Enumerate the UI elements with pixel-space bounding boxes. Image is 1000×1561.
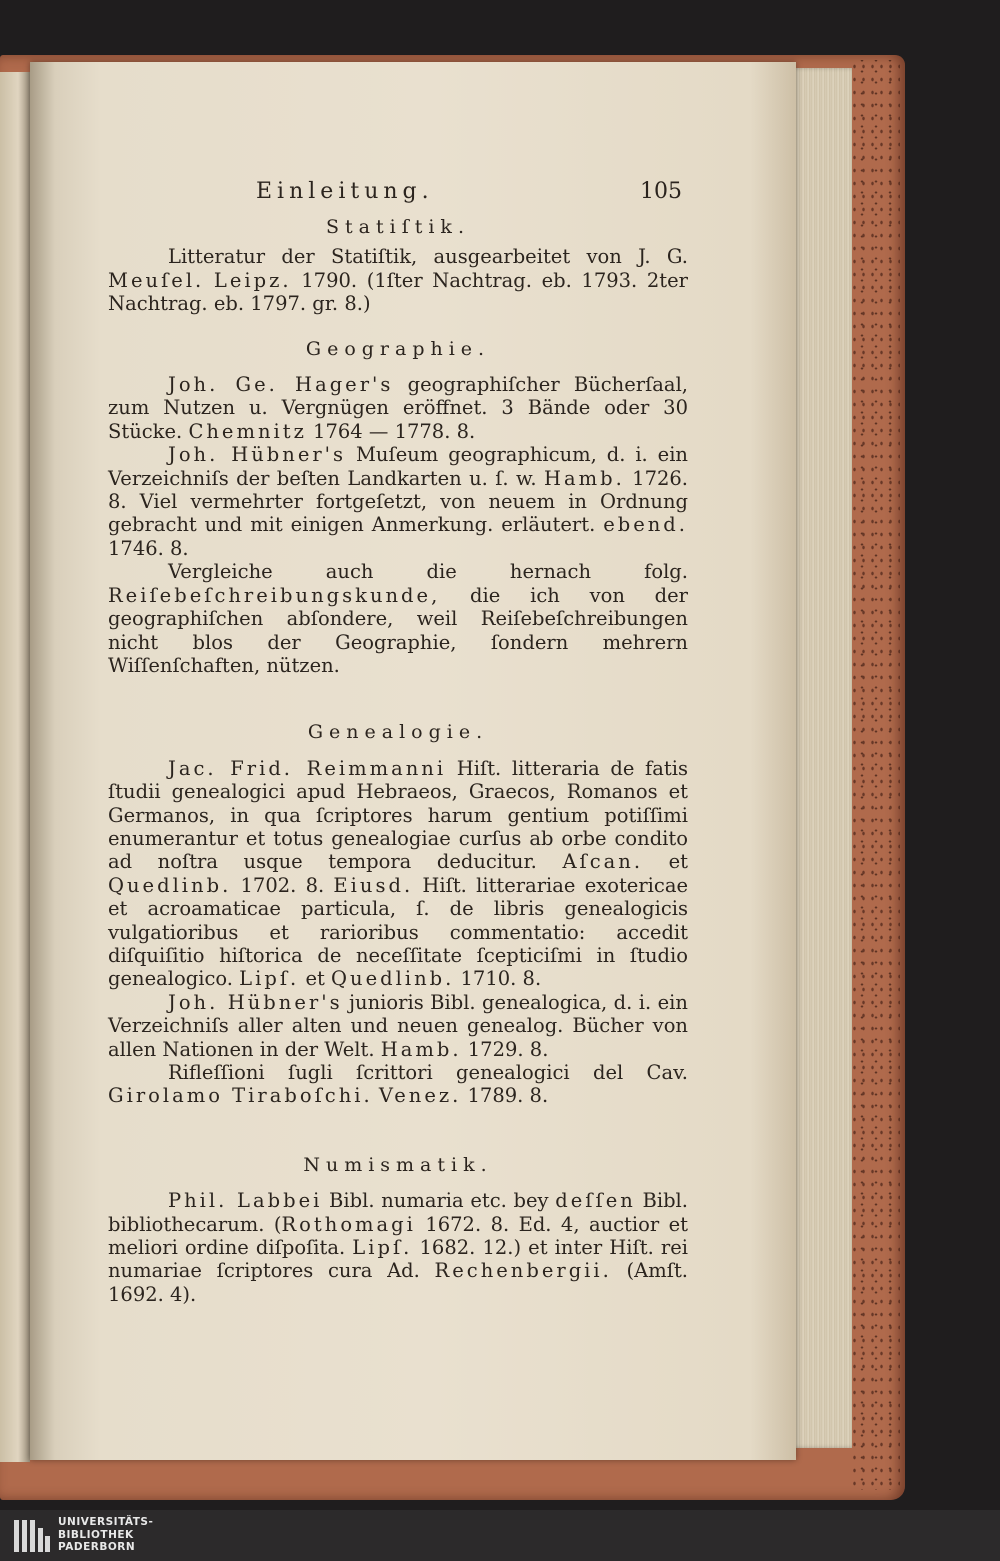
entry-text: geographiſcher Bücherſaal, zum Nutzen u. Vergnügen eröffnet. 3 Bände oder 30 Stücke. — [108, 373, 688, 443]
section-heading: Geographie. — [305, 337, 491, 360]
spaced-name: Joh. Hübner's — [168, 443, 347, 467]
bibliography-entry — [108, 560, 688, 677]
entry-text: Hiſt. litterariae exotericae et acroamaticae particula, ſ. de libris genealogicis vulgatioribus et rarioribus commentatio: accedit diſquiſitio hiſtorica de neceſſitate ſcepticiſmi in ſtudio genealogico. — [108, 873, 688, 991]
spaced-name: Leipz. — [213, 268, 292, 292]
bibliography-entry — [108, 245, 688, 315]
bibliography-entry — [108, 373, 688, 443]
entry-text: 1726. 8. Viel vermehrter fortgeſetzt, von neuem in Ordnung gebracht und mit einigen Anmerkung. erläutert. — [108, 466, 688, 537]
spaced-name: Hamb. — [380, 1037, 462, 1061]
entry-text: Litteratur der Statiſtik, ausgearbeitet von J. G. — [168, 245, 688, 269]
running-title: Einleitung. — [256, 179, 434, 204]
library-name-line: BIBLIOTHEK — [58, 1528, 134, 1541]
spaced-name: Jac. Frid. Reimmanni — [168, 756, 447, 780]
library-footer — [0, 1510, 1000, 1561]
library-name — [58, 1516, 153, 1554]
entry-text: 1746. 8. — [108, 536, 189, 560]
spaced-name: Rothomagi — [281, 1212, 416, 1236]
spaced-name: Reiſebeſchreibungskunde, — [108, 583, 441, 607]
spaced-name: Joh. Ge. Hager's — [168, 373, 394, 397]
spaced-name: Chemnitz — [188, 419, 307, 443]
library-name-line: PADERBORN — [58, 1541, 136, 1553]
bibliography-entry — [108, 991, 688, 1061]
entry-text — [204, 269, 214, 292]
bibliography-entry — [108, 757, 688, 991]
page-number: 105 — [640, 179, 682, 204]
entry-text: 1764 — 1778. 8. — [306, 419, 476, 443]
spaced-name: Venez. — [378, 1084, 462, 1108]
entry-text: et — [299, 967, 332, 991]
running-head — [108, 180, 688, 212]
entry-text: 1710. 8. — [454, 967, 542, 991]
spaced-name: Lipſ. — [352, 1236, 413, 1260]
spaced-name: Aſcan. — [562, 850, 644, 874]
library-logo-icon — [14, 1518, 50, 1554]
spaced-name: Meuſel. — [108, 268, 205, 292]
entry-text: 1789. 8. — [461, 1084, 549, 1108]
spaced-name: Phil. Labbei — [168, 1189, 323, 1213]
entry-text: Bibl. numaria etc. bey — [322, 1189, 556, 1213]
bibliography-entry — [108, 443, 688, 560]
library-name-line: UNIVERSITÄTS- — [58, 1516, 154, 1528]
entry-text: et — [643, 850, 688, 874]
spaced-name: Rechenbergii. — [434, 1259, 612, 1283]
spaced-name: Quedlinb. — [108, 873, 232, 897]
section-heading: Statiſtik. — [326, 216, 470, 238]
cover-texture — [850, 60, 900, 1490]
entry-text: Muſeum geographicum, d. i. ein Verzeichniſs der beſten Landkarten u. ſ. w. — [108, 443, 688, 490]
entry-text: 1672. 8. Ed. 4, auctior et meliori ordine diſpoſita. — [108, 1212, 688, 1260]
bibliography-entry — [108, 1189, 688, 1306]
page-text — [108, 180, 688, 1306]
previous-page-edge — [0, 72, 30, 1462]
entry-text: Rifleſſioni ſugli ſcrittori genealogici del Cav. — [168, 1061, 688, 1084]
entry-text: Hiſt. litteraria de fatis ſtudii genealogici apud Hebraeos, Graecos, Romanos et Germanos, in qua ſcriptores harum gentium potiſſimi enumerantur et totus genealogiae curſus ab orbe condito ad noſtra usque tempora deducitur. — [108, 756, 688, 874]
spaced-name: Hamb. — [543, 466, 625, 490]
entry-text: 1790. (1ſter Nachtrag. eb. 1793. 2ter Nachtrag. eb. 1797. gr. 8.) — [108, 268, 689, 316]
page-block-edge — [790, 68, 852, 1448]
entry-text: Bibl. bibliothecarum. ( — [108, 1189, 688, 1236]
spaced-name: Girolamo Tiraboſchi. — [108, 1084, 373, 1108]
entry-text: Vergleiche auch die hernach folg. — [168, 560, 688, 584]
entry-text: die ich von der geographiſchen abſondere, weil Reiſebeſchreibungen nicht blos der Geographie, ſondern mehrern Wiſſenſchaften, nützen. — [108, 583, 688, 677]
entry-text: (Amſt. 1692. 4). — [108, 1259, 688, 1306]
section-heading: Numismatik. — [303, 1153, 493, 1176]
entry-text: 1682. 12.) et inter Hiſt. rei numariae ſcriptores cura Ad. — [108, 1236, 688, 1283]
spaced-name: Quedlinb. — [331, 967, 455, 991]
section-heading: Genealogie. — [307, 721, 489, 744]
sections — [108, 216, 688, 1306]
spaced-name: deſſen — [555, 1189, 636, 1213]
spaced-name: Eiusd. — [333, 873, 414, 897]
entry-text: junioris Bibl. genealogica, d. i. ein Verzeichniſs aller alten und neuen genealog. Bücher von allen Nationen in der Welt. — [108, 990, 688, 1061]
entry-text: 1702. 8. — [231, 873, 334, 897]
spaced-name: ebend. — [603, 513, 688, 537]
spaced-name: Lipſ. — [239, 967, 300, 991]
entry-text: 1729. 8. — [461, 1037, 549, 1061]
spaced-name: Joh. Hübner's — [168, 990, 343, 1014]
bibliography-entry — [108, 1061, 688, 1108]
